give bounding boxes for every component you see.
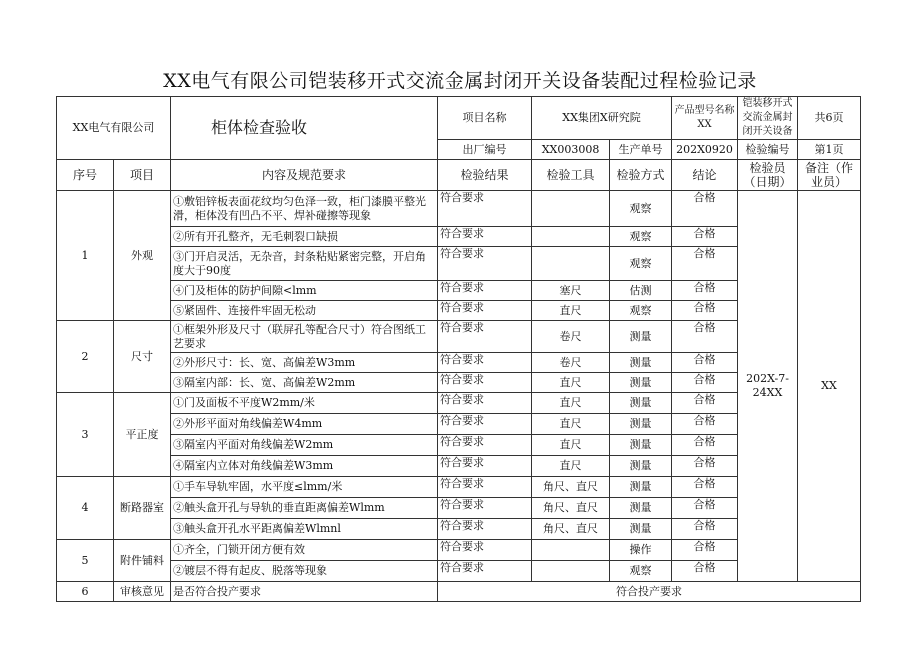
method: 测量 — [610, 519, 672, 540]
method: 估测 — [610, 281, 672, 301]
column-header: 检验结果 — [438, 160, 532, 191]
result: 符合要求 — [438, 301, 532, 321]
method: 观察 — [610, 247, 672, 281]
requirement: ③隔室内部：长、宽、高偏差W2mm — [171, 373, 438, 393]
conclusion: 合格 — [672, 519, 738, 540]
result: 符合要求 — [438, 435, 532, 456]
method: 观察 — [610, 191, 672, 227]
group-item: 外观 — [114, 191, 171, 321]
requirement: ②镀层不得有起皮、脱落等现象 — [171, 561, 438, 582]
review-opinion: 符合投产要求 — [438, 582, 861, 602]
project-name: XX集团X研究院 — [532, 97, 672, 140]
tool — [532, 561, 610, 582]
result: 符合要求 — [438, 191, 532, 227]
column-header: 备注（作业员） — [798, 160, 861, 191]
requirement: ③隔室内平面对角线偏差W2mm — [171, 435, 438, 456]
method: 测量 — [610, 477, 672, 498]
tool: 角尺、直尺 — [532, 519, 610, 540]
tool — [532, 247, 610, 281]
requirement: ②外形平面对角线偏差W4mm — [171, 414, 438, 435]
group-item: 平正度 — [114, 393, 171, 477]
result: 符合要求 — [438, 477, 532, 498]
production-no-label: 生产单号 — [610, 140, 672, 160]
tool: 直尺 — [532, 373, 610, 393]
product-model: 铠装移开式交流金属封闭开关设备 — [738, 97, 798, 140]
tool: 卷尺 — [532, 321, 610, 353]
requirement: ①门及面板不平度W2mm/米 — [171, 393, 438, 414]
method: 测量 — [610, 498, 672, 519]
total-pages: 共6页 — [798, 97, 861, 140]
company-name: XX电气有限公司 — [57, 97, 171, 160]
remark: XX — [798, 191, 861, 582]
requirement: ①手车导轨牢固，水平度≤lmm/米 — [171, 477, 438, 498]
group-no: 1 — [57, 191, 114, 321]
review-no: 6 — [57, 582, 114, 602]
conclusion: 合格 — [672, 353, 738, 373]
conclusion: 合格 — [672, 540, 738, 561]
result: 符合要求 — [438, 414, 532, 435]
group-no: 4 — [57, 477, 114, 540]
tool: 角尺、直尺 — [532, 477, 610, 498]
result: 符合要求 — [438, 321, 532, 353]
conclusion: 合格 — [672, 498, 738, 519]
column-header: 检验员（日期） — [738, 160, 798, 191]
requirement: ①框架外形及尺寸（联屏孔等配合尺寸）符合图纸工艺要求 — [171, 321, 438, 353]
tool: 直尺 — [532, 456, 610, 477]
tool — [532, 191, 610, 227]
tool: 卷尺 — [532, 353, 610, 373]
column-header: 项目 — [114, 160, 171, 191]
method: 测量 — [610, 456, 672, 477]
conclusion: 合格 — [672, 321, 738, 353]
production-no: 202X0920 — [672, 140, 738, 160]
result: 符合要求 — [438, 373, 532, 393]
method: 测量 — [610, 435, 672, 456]
result: 符合要求 — [438, 393, 532, 414]
tool — [532, 540, 610, 561]
requirement: ④隔室内立体对角线偏差W3mm — [171, 456, 438, 477]
conclusion: 合格 — [672, 414, 738, 435]
inspector: 202X-7-24XX — [738, 191, 798, 582]
method: 测量 — [610, 414, 672, 435]
tool: 直尺 — [532, 301, 610, 321]
result: 符合要求 — [438, 353, 532, 373]
method: 操作 — [610, 540, 672, 561]
conclusion: 合格 — [672, 247, 738, 281]
tool: 塞尺 — [532, 281, 610, 301]
requirement: ①敷铝锌板表面花纹均匀色泽一致，柜门漆膜平整光滑，柜体没有凹凸不平、焊补碰擦等现象 — [171, 191, 438, 227]
table-row — [57, 191, 861, 227]
group-item: 尺寸 — [114, 321, 171, 393]
result: 符合要求 — [438, 247, 532, 281]
review-content: 是否符合投产要求 — [171, 582, 438, 602]
group-no: 2 — [57, 321, 114, 393]
conclusion: 合格 — [672, 477, 738, 498]
conclusion: 合格 — [672, 456, 738, 477]
method: 观察 — [610, 561, 672, 582]
conclusion: 合格 — [672, 191, 738, 227]
result: 符合要求 — [438, 227, 532, 247]
inspection-table — [56, 96, 861, 602]
requirement: ③触头盒开孔水平距离偏差Wlmnl — [171, 519, 438, 540]
column-header: 检验工具 — [532, 160, 610, 191]
requirement: ②触头盒开孔与导轨的垂直距离偏差Wlmm — [171, 498, 438, 519]
method: 观察 — [610, 227, 672, 247]
requirement: ①齐全，门锁开闭方便有效 — [171, 540, 438, 561]
conclusion: 合格 — [672, 227, 738, 247]
tool: 直尺 — [532, 393, 610, 414]
result: 符合要求 — [438, 281, 532, 301]
conclusion: 合格 — [672, 301, 738, 321]
tool — [532, 227, 610, 247]
conclusion: 合格 — [672, 561, 738, 582]
method: 测量 — [610, 393, 672, 414]
result: 符合要求 — [438, 519, 532, 540]
group-no: 3 — [57, 393, 114, 477]
group-item: 断路器室 — [114, 477, 171, 540]
column-header: 结论 — [672, 160, 738, 191]
method: 测量 — [610, 373, 672, 393]
requirement: ④门及柜体的防护间隙<lmm — [171, 281, 438, 301]
column-header: 序号 — [57, 160, 114, 191]
tool: 直尺 — [532, 414, 610, 435]
result: 符合要求 — [438, 561, 532, 582]
requirement: ②外形尺寸：长、宽、高偏差W3mm — [171, 353, 438, 373]
tool: 角尺、直尺 — [532, 498, 610, 519]
conclusion: 合格 — [672, 393, 738, 414]
inspect-no-label: 检验编号 — [738, 140, 798, 160]
product-model-label: 产品型号名称XX — [672, 97, 738, 140]
conclusion: 合格 — [672, 435, 738, 456]
factory-no-label: 出厂编号 — [438, 140, 532, 160]
group-item: 附件铺料 — [114, 540, 171, 582]
page-no: 第1页 — [798, 140, 861, 160]
group-no: 5 — [57, 540, 114, 582]
method: 测量 — [610, 353, 672, 373]
result: 符合要求 — [438, 498, 532, 519]
conclusion: 合格 — [672, 281, 738, 301]
result: 符合要求 — [438, 540, 532, 561]
document-title: XX电气有限公司铠装移开式交流金属封闭开关设备装配过程检验记录 — [163, 70, 757, 92]
tool: 直尺 — [532, 435, 610, 456]
doc-name: 柜体检查验收 — [171, 97, 438, 160]
requirement: ③门开启灵活，无杂音，封条粘贴紧密完整，开启角度大于90度 — [171, 247, 438, 281]
result: 符合要求 — [438, 456, 532, 477]
requirement: ⑤紧固件、连接件牢固无松动 — [171, 301, 438, 321]
method: 测量 — [610, 321, 672, 353]
requirement: ②所有开孔整齐，无毛刺裂口缺损 — [171, 227, 438, 247]
conclusion: 合格 — [672, 373, 738, 393]
review-item: 审核意见 — [114, 582, 171, 602]
factory-no: XX003008 — [532, 140, 610, 160]
project-name-label: 项目名称 — [438, 97, 532, 140]
column-header: 检验方式 — [610, 160, 672, 191]
method: 观察 — [610, 301, 672, 321]
column-header: 内容及规范要求 — [171, 160, 438, 191]
